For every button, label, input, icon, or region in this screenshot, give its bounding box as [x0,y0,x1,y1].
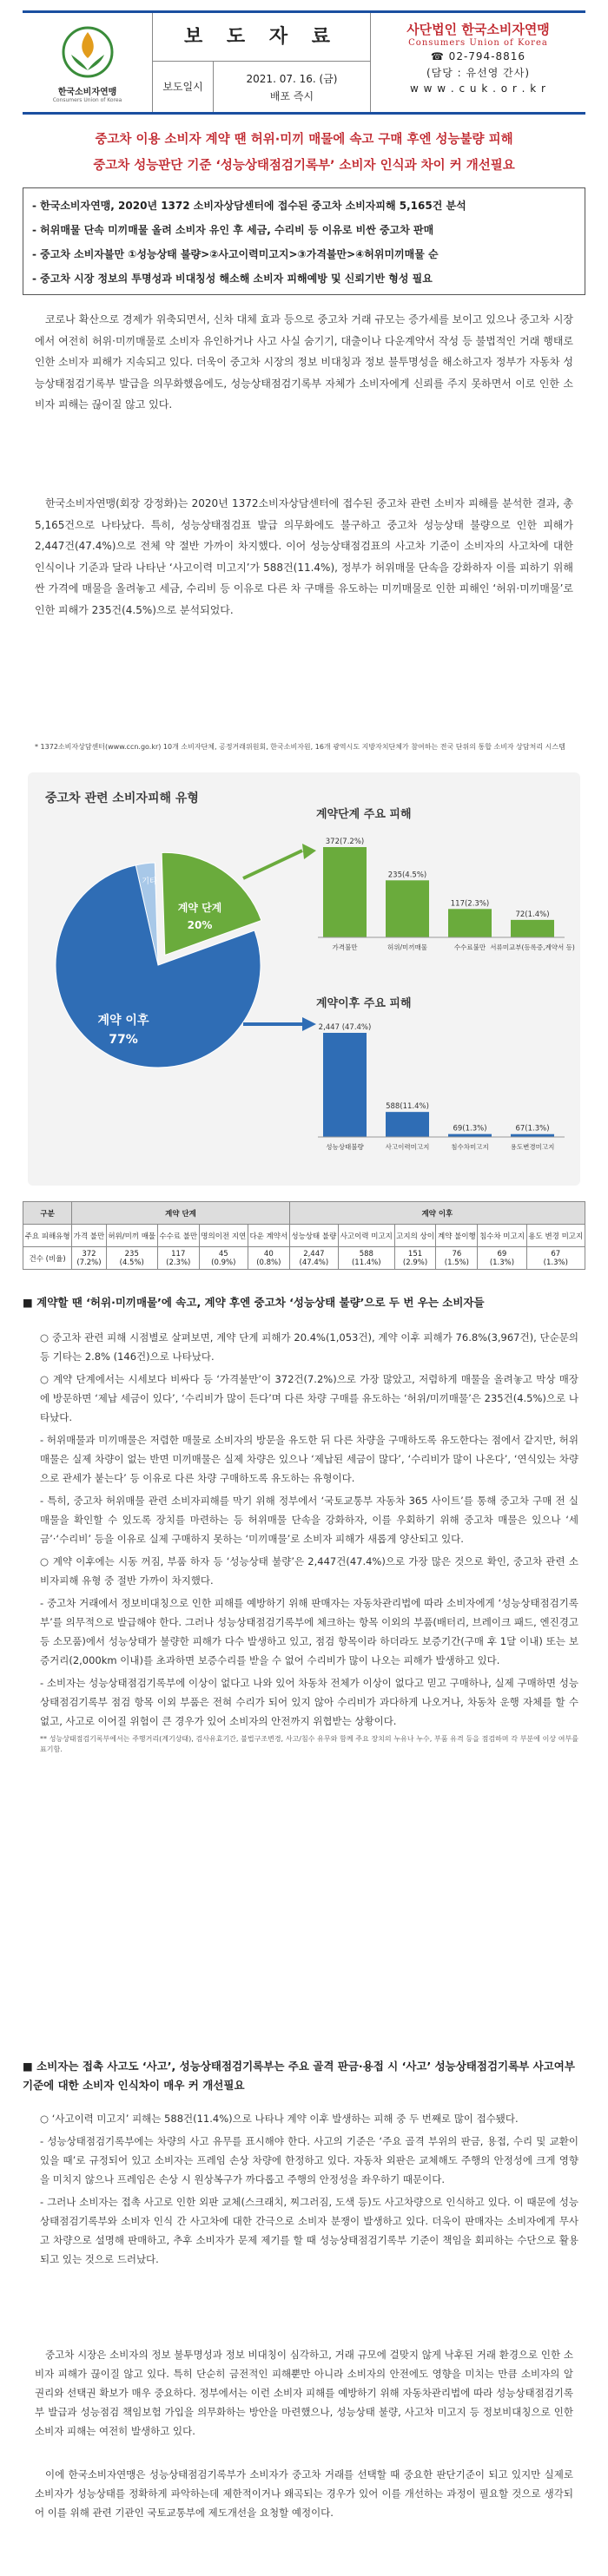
summary-item: - 허위매물 단속 미끼매물 올려 소비자 유인 후 세금, 수리비 등 이유로 비싼 중고차 판매 [32,224,434,236]
bar-category-label: 가격불만 [332,943,358,951]
table-col-header: 용도 변경 미고지 [526,1225,585,1247]
table-col-header: 허위/미끼 매물 [106,1225,157,1247]
table-col-header: 주요 피해유형 [23,1225,72,1247]
org-web: w w w . c u k . o r . k r [410,82,546,95]
headline-line: 중고차 성능판단 기준 ‘성능상태점검기록부’ 소비자 인식과 차이 커 개선필요 [93,159,515,173]
bar-value-label: 588(11.4%) [386,1102,429,1112]
table-cell: 372 (7.2%) [72,1247,106,1270]
section2-body [40,2109,578,2272]
arrow-pre-head [302,844,316,859]
table-col-header: 명의이전 지연 [199,1225,248,1247]
bar [386,880,429,937]
table-col-header: 계약 불이행 [436,1225,478,1247]
arrow-pre [243,851,302,878]
bar-category-label: 허위/미끼매물 [387,943,427,951]
logo-block [23,13,153,112]
table-cell: 76 (1.5%) [436,1247,478,1270]
body-item: - 특히, 중고차 허위매물 관련 소비자피해를 막기 위해 정부에서 ‘국토교통부 자동차 365 사이트’를 통해 중고차 구매 전 실 매물을 확인할 수 있도록 장치를 마련하는 등 허위매물 단속을 강화하자, 이를 우회하기 위해 중고차 매물은 있으나 ‘세금’·‘수리비’ 등을 이유로 실제 구매하지 못하는 ‘미끼매물’로 소비자 피해가 새롭게 양산되고 있다. [40,1495,579,1545]
bar1-group [318,838,575,951]
press-title: 보 도 자 료 [153,13,370,62]
table-cell: 40 (0.8%) [248,1247,289,1270]
bar-value-label: 69(1.3%) [453,1124,487,1134]
request-paragraph: 이에 한국소비자연맹은 성능상태점검기록부가 소비자가 중고차 거래를 선택할 때 중요한 판단기준이 되고 있지만 실제로 소비자가 성능상태를 정확하게 파악하는데 제한적이거나 왜곡되는 경우가 있어 이를 개선하는 과정이 필요할 것으로 생각되어 이를 위해 관련 기관인 국토교통부에 제도개선을 요청할 예정이다. [35,2468,573,2519]
logo-name: 한국소비자연맹 [57,88,117,97]
table-cell: 45 (0.9%) [199,1247,248,1270]
release-note: 배포 즉시 [269,90,314,102]
bar [323,1033,367,1137]
body-item: - 성능상태점검기록부에는 차량의 사고 유무를 표시해야 한다. 사고의 기준은 ‘주요 골격 부위의 판금, 용접, 수리 및 교환이 있을 때’로 규정되어 있고 소비자는 프레임 손상 차량에 한정하고 있다. 자동차 외판은 교체해도 주행의 안정성에 크게 영향을 미치지 않으나 프레임은 손상 시 원상복구가 까다롭고 주행의 안정성을 좌우하기 때문이다. [40,2135,578,2185]
table-col-header: 성능상태 불량 [289,1225,338,1247]
table-col-header: 가격 불만 [72,1225,106,1247]
headline-line: 중고차 이용 소비자 계약 땐 허위·미끼 매물에 속고 구매 후엔 성능불량 피해 [95,133,513,147]
body-item: ○ ‘사고이력 미고지’ 피해는 588건(11.4%)으로 나타나 계약 이후 발생하는 피해 중 두 번째로 많이 접수됐다. [40,2113,519,2125]
bar [323,847,367,937]
bar-value-label: 235(4.5%) [387,871,427,880]
summary-item: - 중고차 소비자불만 ①성능상태 불량>②사고이력미고지>③가격불만>④허위미끼매물 순 [32,248,439,260]
table-col-header: 수수료 불만 [157,1225,199,1247]
arrow-post-head [302,1017,316,1031]
bar2-title: 계약이후 주요 피해 [316,997,412,1010]
analysis-paragraph: 한국소비자연맹(회장 강정화)는 2020년 1372소비자상담센터에 접수된 중고차 관련 소비자 피해를 분석한 결과, 총 5,165건으로 나타났다. 특히, 성능상태점검표 발급 의무화에도 불구하고 중고차 성능상태 불량으로 인한 피해가 2,447건(47.4%)으로 전체 약 절반 가까이 차지했다. 이어 성능상태점검표의 사고차 기준이 소비자의 사고차에 대한 인식이나 기준과 달라 나타난 ‘사고이력 미고지’가 588건(11.4%), 정부가 허위매물 단속을 강화하자 이를 피하기 위해 싼 가격에 매물을 올려놓고 세금, 수리비 등 이유로 다른 차 구매를 유도하는 미끼매물로 인한 피해인 ‘허위·미끼매물’로 인한 피해가 235건(4.5%)으로 분석되었다. [35,497,573,616]
table-header: 구분 [23,1202,72,1225]
table-col-header: 고지의 상이 [394,1225,436,1247]
title-block [153,13,370,112]
table-cell: 67 (1.3%) [526,1247,585,1270]
body-item: - 허위매물과 미끼매물은 저렴한 매물로 소비자의 방문을 유도한 뒤 다른 차량을 구매하도록 유도한다는 점에서 같지만, 허위매물은 실제 차량이 없는 반면 미끼매물은 실제 차량은 있으나 ‘제납된 세금이 많다’, ‘수리비가 많이 나온다’, ‘연식있는 차량으로 관세가 붙는다’ 등 이유로 다른 차량 구매하도록 유도하는 유형이다. [40,1434,578,1484]
date-value: 2021. 07. 16. (금) [246,73,338,85]
bar-category-label: 수수료불만 [453,943,486,951]
body-item: ○ 계약 단계에서는 시세보다 비싸다 등 ‘가격불만’이 372건(7.2%)으로 가장 많았고, 저렴하게 매물을 올려놓고 막상 매장에 방문하면 ‘제납 세금이 있다’, ‘수리비가 많이 든다’며 다른 차량 구매를 유도하는 ‘허위/미끼매물’은 235건(4.5%)으로 나타났다. [40,1373,578,1423]
summary-item: - 중고차 시장 정보의 투명성과 비대칭성 해소해 소비자 피해예방 및 신뢰기반 형성 필요 [32,273,433,285]
bar [448,1134,492,1137]
table-col-header: 침수차 미고지 [478,1225,526,1247]
bar-category-label: 사고이력미고지 [385,1143,430,1151]
logo-sub: Consumers Union of Korea [52,97,122,103]
body-item: - 중고차 거래에서 정보비대칭으로 인한 피해를 예방하기 위해 판매자는 자동차관리법에 따라 소비자에게 ‘성능상태점검기록부’를 의무적으로 발급해야 한다. 그러나 성능상태점검기록부에 체크하는 항목 이외의 부품(배터리, 브레이크 패드, 엔진경고등 소모품)에서 성능상태가 불량한 피해가 다수 발생하고 있고, 점검 항목이라 하더라도 보증기간(구매 후 1달 이내) 또는 보증거리(2,000km 이내)를 초과하면 보증수리를 받을 수 없어 수리비가 많이 나오는 피해가 발생하고 있다. [40,1597,578,1666]
bar-value-label: 2,447 (47.4%) [318,1023,372,1032]
org-block [370,13,585,112]
intro-paragraph: 코로나 확산으로 경제가 위축되면서, 신차 대체 효과 등으로 중고차 거래 규모는 증가세를 보이고 있으나 중고차 시장에서 여전히 허위·미끼매물로 소비자 유인하거나 사고 사실 숨기기, 대출이나 다운계약서 작성 등 불법적인 거래 행태로 인한 소비자 피해가 지속되고 있다. 더욱이 중고차 시장의 정보 비대칭과 정보 불투명성을 해소하고자 정부가 자동차 성능상태점검기록부 발급을 의무화했음에도, 성능상태점검기록부 자체가 소비자에게 신뢰를 주지 못하면서 이로 인한 소비자 피해는 끊이질 않고 있다. [35,313,573,411]
bar [511,920,554,937]
body-item: ○ 중고차 관련 피해 시점별로 살펴보면, 계약 단계 피해가 20.4%(1,053건), 계약 이후 피해가 76.8%(3,967건), 단순문의 등 기타는 2.8% (146건)으로 나타났다. [40,1331,578,1363]
pie-label: 계약 단계 [177,902,222,914]
table-cell: 588 (11.4%) [338,1247,394,1270]
pie-label: 77% [109,1033,138,1047]
body-item: - 소비자는 성능상태점검기록부에 이상이 없다고 나와 있어 차동차 전체가 이상이 없다고 믿고 구매하나, 실제 구매하면 성능상태점검기록부 점검 항목 이외 부품은 전혀 수리가 되어 있지 않아 수리비가 과다하게 나오거나, 차동차 운행 자체를 할 수 없고, 사고로 이어질 위험이 큰 경우가 있어 소비자의 안전까지 위협받는 상황이다. [40,1677,578,1727]
chart-svg [28,772,580,1186]
body-item: ○ 계약 이후에는 시동 꺼짐, 부품 하자 등 ‘성능상태 불량’은 2,447건(47.4%)으로 가장 많은 것으로 확인, 중고차 관련 소비자피해 유형 중 절반 가까이 차지했다. [40,1555,578,1587]
bar-value-label: 372(7.2%) [325,838,365,846]
bar-category-label: 성능상태불량 [326,1143,364,1151]
table-col-header: 다운 계약서 [248,1225,289,1247]
summary-item: - 한국소비자연맹, 2020년 1372 소비자상담센터에 접수된 중고차 소비자피해 5,165건 분석 [32,200,466,212]
conclusion-paragraph: 중고차 시장은 소비자의 정보 불투명성과 정보 비대칭이 심각하고, 거래 규모에 걸맞지 않게 낙후된 거래 환경으로 인한 소비자 피해가 끊이질 않고 있다. 특히 단순히 금전적인 피해뿐만 아니라 소비자의 안전에도 영향을 미치는 만큼 소비자의 알 권리와 선택권 확보가 매우 중요하다. 정부에서는 이런 소비자 피해를 예방하기 위해 자동차관리법에 따라 성능상태점검기록부 발급과 성능점검 책임보험 가입을 의무화하는 방안을 마련했으나, 성능상태 불량, 사고차 미고지 등 정보비대칭으로 인한 소비자 피해는 여전히 발생하고 있다. [35,2349,573,2437]
section1-body [40,1328,578,1758]
bar-category-label: 서류미교부(등록증,계약서 등) [490,943,575,951]
table-cell: 2,447 (47.4%) [289,1247,338,1270]
body-item: - 그러나 소비자는 접촉 사고로 인한 외판 교체(스크래치, 찌그러짐, 도색 등)도 사고차량으로 인식하고 있다. 이 때문에 성능상태점검기록부와 소비자 인식 간 사고차에 대한 간극으로 소비자 분쟁이 발생하고 있다. 더욱이 판매자는 소비자에게 무사고 차량으로 설명해 판매하고, 추후 소비자가 문제 제기를 할 때 성능상태점검기록부 기준이 책임을 회피하는 수단으로 활용되고 있는 것으로 드러났다. [40,2196,578,2265]
summary-box [23,187,585,295]
pie-label: 기타 [142,877,157,886]
bar1-title: 계약단계 주요 피해 [316,808,412,821]
body-note: ** 성능상태점검기록부에서는 주행거리(계기상태), 검사유효기간, 불법구조변경, 사고/침수 유무와 함께 주요 장치의 누유나 누수, 부품 유격 등을 점검하며 각 부분에 이상 여부를 표기함. [40,1735,578,1753]
bar-category-label: 용도변경미고지 [510,1143,555,1151]
table-cell: 117 (2.3%) [157,1247,199,1270]
pie-title: 중고차 관련 소비자피해 유형 [45,792,199,805]
org-en: Consumers Union of Korea [408,38,548,48]
headline [23,127,585,179]
damage-table [23,1201,585,1270]
table-header: 계약 단계 [72,1202,290,1225]
section-heading: ■ 계약할 땐 ‘허위·미끼매물’에 속고, 계약 후엔 중고차 ‘성능상태 불량’으로 두 번 우는 소비자들 [23,1296,485,1309]
org-contact: (담당 : 유선영 간사) [426,67,530,79]
table-cell: 151 (2.9%) [394,1247,436,1270]
footnote: * 1372소비자상담센터(www.ccn.go.kr) 10개 소비자단체, 공정거래위원회, 한국소비자원, 16개 광역시도 지방자치단체가 참여하는 전국 단위의 통합 소비자 상담처리 시스템 [35,743,565,751]
bar-category-label: 침수차미고지 [451,1143,489,1151]
pie-group [56,852,261,1068]
damage-chart [28,772,580,1186]
bar [448,909,492,937]
bar [386,1112,429,1137]
bar-value-label: 72(1.4%) [515,910,550,919]
table-row-label: 건수 (비율) [23,1247,72,1270]
org-name: 사단법인 한국소비자연맹 [406,22,550,37]
table-col-header: 사고이력 미고지 [338,1225,394,1247]
table-row [23,1225,585,1247]
org-phone: ☎ 02-794-8816 [430,50,526,62]
bar-value-label: 117(2.3%) [450,899,490,909]
table-row [23,1247,585,1270]
press-header [23,10,585,115]
section-heading: ■ 소비자는 접촉 사고도 ‘사고’, 성능상태점검기록부는 주요 골격 판금·용접 시 ‘사고’ 성능상태점검기록부 사고여부 기준에 대한 소비자 인식차이 매우 커 개선필요 [23,2060,575,2092]
pie-label: 20% [187,919,213,931]
pie-label: 계약 이후 [97,1014,149,1028]
table-cell: 69 (1.3%) [478,1247,526,1270]
bar2-group [318,1023,565,1151]
bar-value-label: 67(1.3%) [515,1124,550,1134]
cuk-logo-icon [61,25,115,79]
table-cell: 235 (4.5%) [106,1247,157,1270]
table-header: 계약 이후 [289,1202,585,1225]
date-label: 보도일시 [153,62,214,112]
